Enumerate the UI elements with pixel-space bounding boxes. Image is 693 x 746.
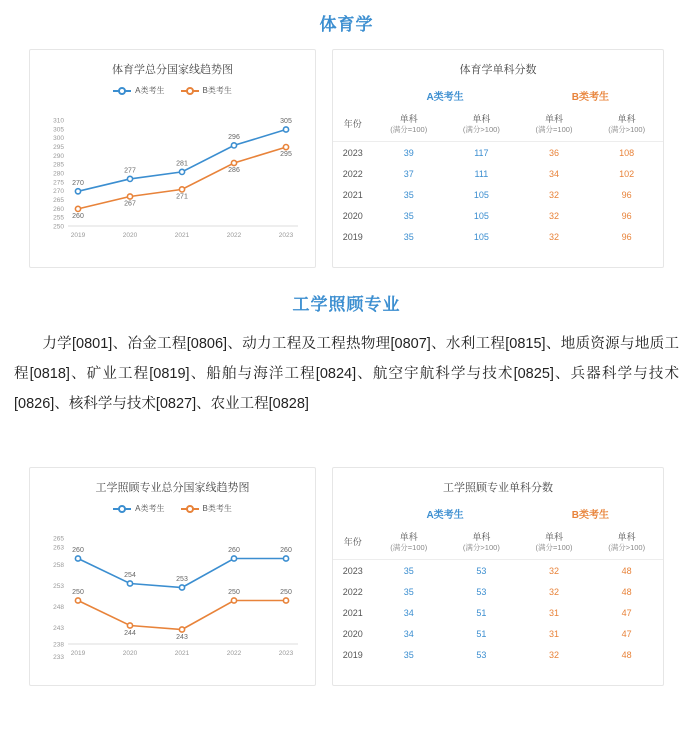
svg-text:277: 277	[124, 167, 136, 175]
svg-text:248: 248	[53, 604, 64, 611]
score-table-engineering	[333, 499, 663, 665]
svg-text:2020: 2020	[122, 232, 138, 239]
svg-text:258: 258	[53, 562, 64, 569]
legend-item-a	[113, 503, 164, 514]
group-header-a: A类考生	[426, 92, 464, 103]
cell-b-gt100: 96	[621, 210, 632, 221]
svg-text:290: 290	[53, 152, 64, 160]
legend-label-b: B类考生	[202, 504, 232, 513]
svg-text:281: 281	[176, 160, 188, 168]
cell-a-gt100: 117	[474, 147, 489, 158]
svg-text:296: 296	[228, 134, 240, 141]
svg-text:265: 265	[53, 535, 64, 543]
svg-text:2019: 2019	[70, 232, 86, 239]
cell-a-gt100: 111	[474, 168, 489, 179]
col-b-gt100-label: 单科	[617, 114, 636, 124]
col-b-le100-sub: (满分=100)	[535, 125, 573, 135]
cell-b-gt100: 48	[621, 586, 632, 597]
svg-text:2021: 2021	[174, 650, 190, 657]
col-a-le100-label: 单科	[399, 114, 418, 124]
table-column-header-row	[333, 110, 663, 142]
cell-a-le100: 35	[403, 565, 414, 576]
col-a-gt100	[445, 110, 518, 142]
table-row	[333, 602, 663, 623]
cell-a-gt100: 51	[476, 628, 487, 639]
plot-area-engineering	[30, 516, 315, 666]
paragraph-text: 力学[0801]、冶金工程[0806]、动力工程及工程热物理[0807]、水利工程[0815]、地质资源与地质工程[0818]、矿业工程[0819]、船舶与海洋工程[0824]、航空宇航科学与技术[0825]、兵器科学与技术[0826]、核科学与技术[0827]、农业工程[0828]	[14, 336, 679, 412]
table-title: 体育学单科分数	[459, 64, 537, 76]
chart-title: 工学照顾专业总分国家线趋势图	[95, 482, 250, 494]
svg-text:270: 270	[72, 180, 84, 187]
svg-text:2020: 2020	[122, 650, 138, 657]
col-a-le100-sub: (满分=100)	[390, 543, 428, 553]
col-a-gt100	[445, 528, 518, 560]
svg-text:305: 305	[53, 126, 64, 134]
legend-marker-b-icon	[181, 87, 199, 95]
svg-text:2021: 2021	[174, 232, 190, 239]
table-row	[333, 184, 663, 205]
col-a-le100	[372, 528, 445, 560]
svg-text:285: 285	[53, 161, 64, 169]
col-a-le100-label: 单科	[399, 532, 418, 542]
col-a-le100	[372, 110, 445, 142]
legend-marker-a-icon	[113, 505, 131, 513]
cell-b-gt100: 48	[621, 649, 632, 660]
col-a-gt100-label: 单科	[472, 114, 491, 124]
svg-text:286: 286	[228, 167, 240, 174]
col-b-gt100-label: 单科	[617, 532, 636, 542]
cell-year: 2020	[342, 628, 363, 639]
chart-legend	[30, 85, 315, 96]
cell-a-gt100: 105	[473, 210, 489, 221]
cell-a-gt100: 105	[473, 231, 489, 242]
engineering-score-table-card	[332, 467, 664, 686]
major-list-paragraph	[14, 329, 679, 419]
col-b-gt100-sub: (满分>100)	[608, 543, 646, 553]
legend-marker-b-icon	[181, 505, 199, 513]
legend-marker-a-icon	[113, 87, 131, 95]
svg-text:250: 250	[228, 589, 240, 596]
cell-b-le100: 32	[548, 210, 559, 221]
table-column-header-row	[333, 528, 663, 560]
svg-text:250: 250	[53, 223, 64, 231]
legend-item-a	[113, 85, 164, 96]
svg-text:271: 271	[176, 193, 188, 201]
table-row	[333, 644, 663, 665]
cell-b-le100: 36	[548, 147, 559, 158]
cell-a-gt100: 53	[476, 649, 487, 660]
engineering-panel-row	[0, 467, 693, 686]
col-b-gt100-sub: (满分>100)	[608, 125, 646, 135]
table-group-header-row	[333, 81, 663, 110]
svg-text:260: 260	[53, 205, 64, 213]
cell-year: 2021	[342, 189, 363, 200]
svg-text:243: 243	[176, 634, 188, 641]
svg-text:250: 250	[280, 589, 292, 596]
table-row	[333, 623, 663, 644]
sports-trend-chart-card	[29, 49, 316, 268]
legend-label-b: B类考生	[202, 86, 232, 95]
svg-text:263: 263	[53, 544, 64, 552]
cell-a-gt100: 51	[476, 607, 487, 618]
table-row	[333, 560, 663, 582]
svg-text:260: 260	[280, 547, 292, 554]
svg-text:260: 260	[228, 547, 240, 554]
svg-text:260: 260	[72, 547, 84, 554]
cell-b-le100: 31	[548, 628, 559, 639]
svg-text:255: 255	[53, 214, 64, 222]
cell-b-le100: 32	[548, 231, 559, 242]
svg-text:2022: 2022	[226, 232, 242, 239]
table-title: 工学照顾专业单科分数	[443, 482, 553, 494]
cell-a-gt100: 53	[476, 586, 487, 597]
cell-b-gt100: 102	[619, 168, 635, 179]
cell-a-le100: 37	[403, 168, 414, 179]
svg-text:2022: 2022	[226, 650, 242, 657]
cell-b-gt100: 96	[621, 189, 632, 200]
svg-text:254: 254	[124, 572, 136, 579]
legend-item-b	[181, 85, 232, 96]
cell-b-le100: 32	[548, 586, 559, 597]
svg-text:2019: 2019	[70, 650, 86, 657]
cell-b-gt100: 96	[621, 231, 632, 242]
page-title-engineering: 工学照顾专业	[292, 295, 401, 314]
cell-year: 2023	[342, 147, 363, 158]
cell-a-gt100: 105	[473, 189, 489, 200]
col-b-le100-label: 单科	[544, 532, 563, 542]
sports-score-table-card	[332, 49, 664, 268]
cell-year: 2020	[342, 210, 363, 221]
col-b-gt100	[590, 110, 663, 142]
table-group-header-row	[333, 499, 663, 528]
cell-a-le100: 39	[403, 147, 414, 158]
svg-text:275: 275	[53, 179, 64, 187]
svg-text:253: 253	[53, 583, 64, 590]
col-b-le100-sub: (满分=100)	[535, 543, 573, 553]
col-b-le100	[518, 110, 591, 142]
col-a-le100-sub: (满分=100)	[390, 125, 428, 135]
svg-text:310: 310	[53, 117, 64, 125]
cell-year: 2022	[342, 168, 363, 179]
cell-b-le100: 32	[548, 189, 559, 200]
spacer-cell	[333, 499, 372, 528]
svg-text:250: 250	[72, 589, 84, 596]
svg-text:300: 300	[53, 135, 64, 143]
col-b-le100	[518, 528, 591, 560]
spacer-cell	[333, 81, 372, 110]
col-b-le100-label: 单科	[544, 114, 563, 124]
svg-text:295: 295	[280, 151, 292, 158]
svg-text:305: 305	[280, 118, 292, 125]
group-header-b: B类考生	[571, 92, 609, 103]
cell-a-le100: 34	[403, 607, 414, 618]
svg-text:265: 265	[53, 197, 64, 204]
table-row	[333, 226, 663, 247]
engineering-trend-chart-card	[29, 467, 316, 686]
svg-text:233: 233	[53, 654, 64, 661]
col-b-gt100	[590, 528, 663, 560]
cell-year: 2021	[342, 607, 363, 618]
col-a-gt100-label: 单科	[472, 532, 491, 542]
score-table-sports	[333, 81, 663, 247]
svg-text:280: 280	[53, 170, 64, 178]
legend-item-b	[181, 503, 232, 514]
col-a-gt100-sub: (满分>100)	[462, 125, 500, 135]
cell-b-gt100: 47	[621, 628, 632, 639]
sports-panel-row	[0, 49, 693, 268]
cell-a-le100: 35	[403, 189, 414, 200]
table-row	[333, 581, 663, 602]
svg-text:238: 238	[53, 641, 64, 649]
table-row	[333, 142, 663, 164]
cell-b-gt100: 108	[619, 147, 635, 158]
cell-b-gt100: 48	[621, 565, 632, 576]
svg-text:260: 260	[72, 213, 84, 220]
svg-text:270: 270	[53, 188, 64, 196]
line-chart-svg-engineering	[30, 516, 315, 666]
line-chart-svg-sports	[30, 98, 315, 248]
svg-text:295: 295	[53, 144, 64, 151]
svg-text:2023: 2023	[278, 232, 294, 239]
cell-a-le100: 35	[403, 231, 414, 242]
cell-a-le100: 35	[403, 586, 414, 597]
svg-text:244: 244	[124, 630, 136, 637]
svg-text:253: 253	[176, 576, 188, 583]
cell-year: 2019	[342, 231, 363, 242]
cell-a-le100: 34	[403, 628, 414, 639]
cell-b-le100: 34	[548, 168, 559, 179]
cell-b-le100: 32	[548, 649, 559, 660]
cell-b-le100: 32	[548, 565, 559, 576]
cell-year: 2019	[342, 649, 363, 660]
cell-b-le100: 31	[548, 607, 559, 618]
cell-year: 2023	[342, 565, 363, 576]
legend-label-a: A类考生	[135, 86, 165, 95]
col-a-gt100-sub: (满分>100)	[462, 543, 500, 553]
cell-year: 2022	[342, 586, 363, 597]
cell-b-gt100: 47	[621, 607, 632, 618]
cell-a-le100: 35	[403, 210, 414, 221]
col-year: 年份	[343, 119, 362, 130]
legend-label-a: A类考生	[135, 504, 165, 513]
plot-area-sports	[30, 98, 315, 248]
table-row	[333, 163, 663, 184]
cell-a-gt100: 53	[476, 565, 487, 576]
svg-text:2023: 2023	[278, 650, 294, 657]
group-header-a: A类考生	[426, 510, 464, 521]
svg-text:267: 267	[124, 200, 136, 208]
group-header-b: B类考生	[571, 510, 609, 521]
chart-title: 体育学总分国家线趋势图	[112, 64, 233, 76]
table-row	[333, 205, 663, 226]
cell-a-le100: 35	[403, 649, 414, 660]
svg-text:243: 243	[53, 625, 64, 632]
page-title-sports: 体育学	[319, 15, 374, 34]
chart-legend	[30, 503, 315, 514]
col-year: 年份	[343, 537, 362, 548]
